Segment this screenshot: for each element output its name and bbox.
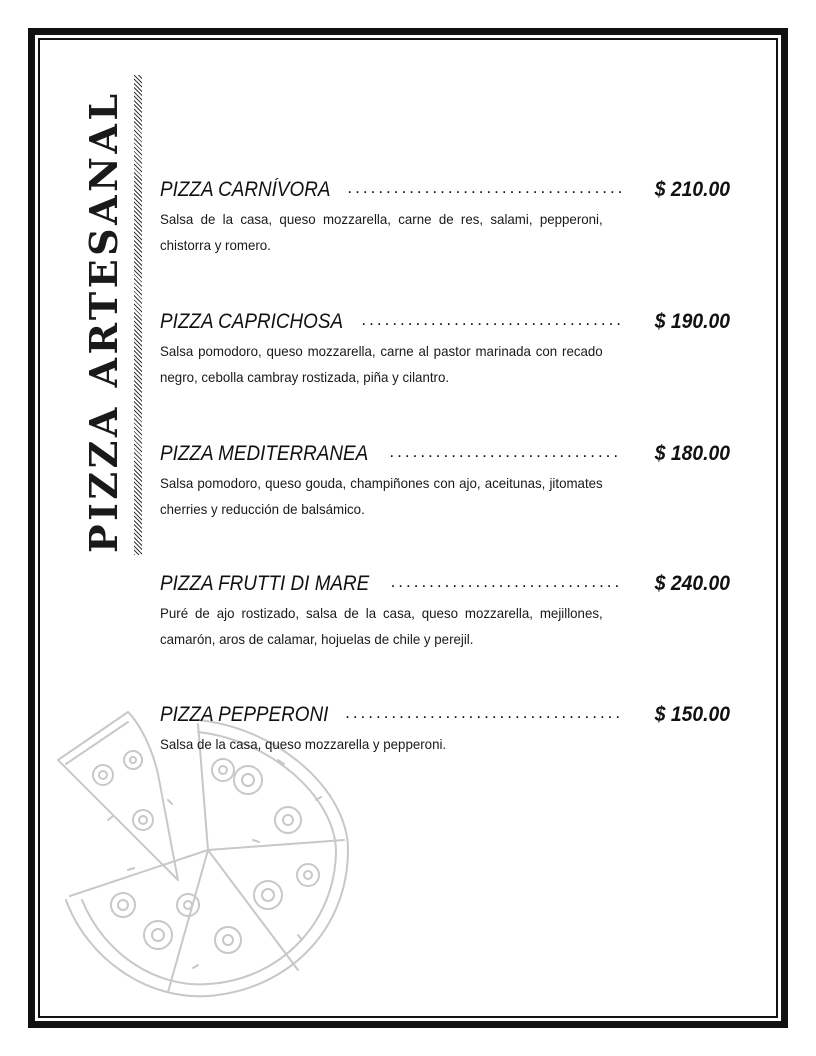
menu-item-header bbox=[160, 304, 730, 334]
menu-item-name: PIZZA FRUTTI DI MARE bbox=[160, 572, 370, 595]
menu-item-header bbox=[160, 436, 730, 466]
menu-item-description: Salsa de la casa, queso mozzarella y pepperoni. bbox=[160, 736, 447, 752]
menu-title: PIZZA ARTESANAL bbox=[81, 90, 126, 553]
menu-item-price: $ 180.00 bbox=[654, 442, 730, 465]
title-hatch-divider bbox=[134, 75, 142, 555]
menu-item-price: $ 190.00 bbox=[654, 310, 730, 333]
menu-item-header bbox=[160, 172, 730, 202]
menu-item bbox=[160, 172, 730, 258]
menu-item-price: $ 210.00 bbox=[654, 178, 730, 201]
menu-item-description: Puré de ajo rostizado, salsa de la casa, queso mozzarella, mejillones, camarón, aros de calamar, hojuelas de chile y perejil. bbox=[160, 605, 603, 647]
menu-item-description: Salsa pomodoro, queso gouda, champiñones con ajo, aceitunas, jitomates cherries y reducción de balsámico. bbox=[160, 475, 603, 517]
dot-leader bbox=[347, 178, 622, 198]
menu-title-vertical bbox=[82, 75, 126, 555]
menu-item bbox=[160, 566, 730, 652]
menu-item-header bbox=[160, 566, 730, 596]
menu-item-name: PIZZA CAPRICHOSA bbox=[160, 310, 344, 333]
menu-item-name: PIZZA CARNÍVORA bbox=[160, 178, 331, 201]
menu-item-header bbox=[160, 697, 730, 727]
menu-item bbox=[160, 304, 730, 390]
menu-item-price: $ 240.00 bbox=[654, 572, 730, 595]
dot-leader bbox=[345, 703, 622, 723]
menu-item-description: Salsa de la casa, queso mozzarella, carne de res, salami, pepperoni, chistorra y romero. bbox=[160, 211, 603, 253]
menu-item-description: Salsa pomodoro, queso mozzarella, carne al pastor marinada con recado negro, cebolla cambray rostizada, piña y cilantro. bbox=[160, 343, 603, 385]
menu-item bbox=[160, 697, 730, 757]
menu-item-name: PIZZA MEDITERRANEA bbox=[160, 442, 369, 465]
menu-item-name: PIZZA PEPPERONI bbox=[160, 703, 329, 726]
dot-leader bbox=[391, 572, 622, 592]
dot-leader bbox=[389, 442, 622, 462]
menu-item-price: $ 150.00 bbox=[654, 703, 730, 726]
dot-leader bbox=[361, 310, 622, 330]
menu-item bbox=[160, 436, 730, 522]
